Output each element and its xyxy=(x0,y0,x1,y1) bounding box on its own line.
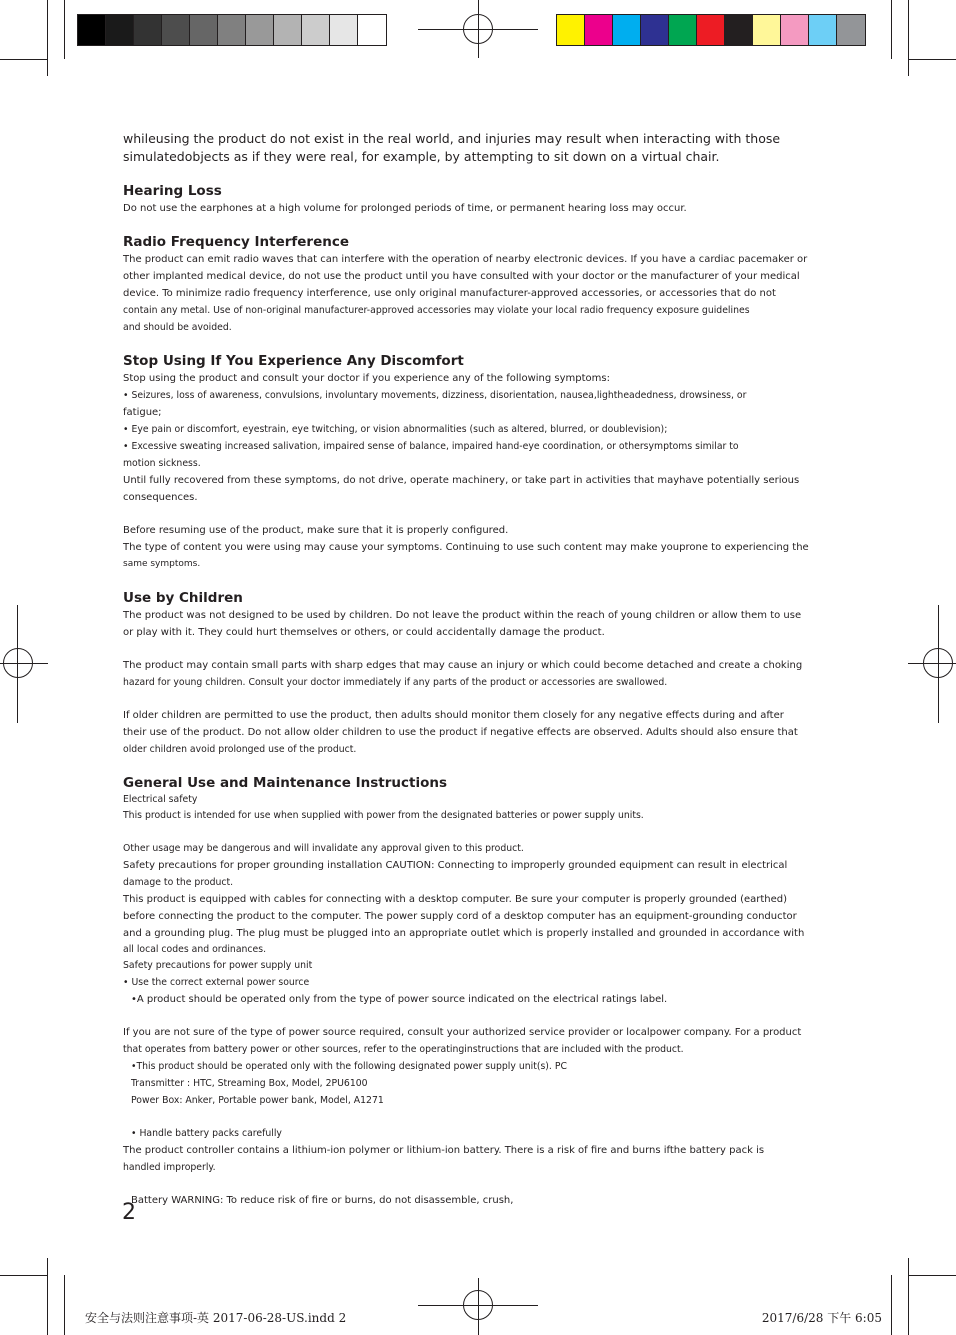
grayscale-color-bar xyxy=(77,14,387,46)
general-line: Battery WARNING: To reduce risk of fire or burns, do not disassemble, crush, xyxy=(131,1195,514,1206)
general-line: • Use the correct external power source xyxy=(123,977,310,988)
intro-line: simulatedobjects as if they were real, for example, by attempting to sit down on a virtual chair. xyxy=(123,149,720,164)
children-line: or play with it. They could hurt themselves or others, or could accidentally damage the product. xyxy=(123,627,605,638)
color-swatch xyxy=(781,15,809,45)
general-line: before connecting the product to the computer. The power supply cord of a desktop computer has an equipment-grounding conductor xyxy=(123,911,797,922)
children-line: their use of the product. Do not allow older children to use the product if negative effects are observed. Adults should also ensure that xyxy=(123,727,798,738)
crop-mark xyxy=(891,0,892,59)
crop-mark xyxy=(908,1258,909,1335)
general-line: Other usage may be dangerous and will invalidate any approval given to this product. xyxy=(123,843,524,854)
general-line: all local codes and ordinances. xyxy=(123,944,267,955)
general-line: This product is equipped with cables for connecting with a desktop computer. Be sure your computer is properly grounded (earthed) xyxy=(123,894,788,905)
section-heading-hearing-loss: Hearing Loss xyxy=(123,183,222,199)
general-line: Transmitter : HTC, Streaming Box, Model, 2PU6100 xyxy=(131,1078,368,1089)
intro-paragraph xyxy=(123,130,843,166)
color-swatch xyxy=(697,15,725,45)
crop-mark xyxy=(47,1258,48,1335)
process-color-bar xyxy=(556,14,866,46)
color-swatch xyxy=(837,15,865,45)
crop-mark xyxy=(0,1275,48,1276)
color-swatch xyxy=(669,15,697,45)
discomfort-line: • Eye pain or discomfort, eyestrain, eye twitching, or vision abnormalities (such as altered, blurred, or doublevision); xyxy=(123,424,668,435)
general-line: •A product should be operated only from the type of power source indicated on the electrical ratings label. xyxy=(131,994,668,1005)
discomfort-line: fatigue; xyxy=(123,407,162,418)
gray-swatch xyxy=(134,15,162,45)
document-body xyxy=(123,130,843,1209)
general-line: handled improperly. xyxy=(123,1162,216,1173)
general-line: Safety precautions for proper grounding installation CAUTION: Connecting to improperly grounded equipment can result in electrical xyxy=(123,860,788,871)
children-line: The product was not designed to be used by children. Do not leave the product within the reach of young children or allow them to use xyxy=(123,610,802,621)
color-swatch xyxy=(753,15,781,45)
footer-date-slug: 2017/6/28 下午 6:05 xyxy=(761,1311,882,1325)
general-line: and a grounding plug. The plug must be plugged into an appropriate outlet which is properly installed and grounded in accordance with xyxy=(123,928,805,939)
color-swatch xyxy=(641,15,669,45)
color-swatch xyxy=(613,15,641,45)
discomfort-line: consequences. xyxy=(123,492,198,503)
gray-swatch xyxy=(330,15,358,45)
crop-mark xyxy=(47,0,48,76)
gray-swatch xyxy=(274,15,302,45)
gray-swatch xyxy=(162,15,190,45)
gray-swatch xyxy=(190,15,218,45)
children-line: hazard for young children. Consult your doctor immediately if any parts of the product or accessories are swallowed. xyxy=(123,677,668,688)
crop-mark xyxy=(908,0,909,76)
discomfort-line: • Seizures, loss of awareness, convulsions, involuntary movements, dizziness, disorientation, nausea,lightheadedness, drowsiness, or xyxy=(123,390,747,401)
discomfort-line: Before resuming use of the product, make sure that it is properly configured. xyxy=(123,525,509,536)
children-line: older children avoid prolonged use of the product. xyxy=(123,744,357,755)
general-line: • Handle battery packs carefully xyxy=(131,1128,282,1139)
section-heading-discomfort: Stop Using If You Experience Any Discomfort xyxy=(123,353,464,369)
section-heading-general-use: General Use and Maintenance Instructions xyxy=(123,775,448,791)
gray-swatch xyxy=(358,15,386,45)
discomfort-line: same symptoms. xyxy=(123,559,201,569)
rf-line: other implanted medical device, do not use the product until you have consulted with your doctor or the manufacturer of your medical xyxy=(123,271,800,282)
color-swatch xyxy=(557,15,585,45)
discomfort-line: The type of content you were using may cause your symptoms. Continuing to use such content may make youprone to experiencing the xyxy=(123,542,809,553)
gray-swatch xyxy=(302,15,330,45)
gray-swatch xyxy=(246,15,274,45)
children-line: The product may contain small parts with sharp edges that may cause an injury or which could become detached and create a choking xyxy=(123,660,803,671)
discomfort-line: Stop using the product and consult your doctor if you experience any of the following symptoms: xyxy=(123,373,610,384)
rf-line: The product can emit radio waves that can interfere with the operation of nearby electronic devices. If you have a cardiac pacemaker or xyxy=(123,254,808,265)
general-line: Safety precautions for power supply unit xyxy=(123,960,313,971)
discomfort-line: motion sickness. xyxy=(123,458,201,469)
section-heading-radio-frequency: Radio Frequency Interference xyxy=(123,234,349,250)
discomfort-line: • Excessive sweating increased salivation, impaired sense of balance, impaired hand-eye coordination, or othersymptoms similar to xyxy=(123,441,739,452)
children-line: If older children are permitted to use the product, then adults should monitor them closely for any negative effects during and after xyxy=(123,710,784,721)
crop-mark xyxy=(908,1275,956,1276)
color-swatch xyxy=(809,15,837,45)
gray-swatch xyxy=(106,15,134,45)
discomfort-line: Until fully recovered from these symptoms, do not drive, operate machinery, or take part in activities that mayhave potentially serious xyxy=(123,475,800,486)
gray-swatch xyxy=(78,15,106,45)
general-line: The product controller contains a lithium-ion polymer or lithium-ion battery. There is a risk of fire and burns ifthe battery pack is xyxy=(123,1145,765,1156)
gray-swatch xyxy=(218,15,246,45)
crop-mark xyxy=(64,0,65,59)
general-line: damage to the product. xyxy=(123,877,234,888)
rf-line: and should be avoided. xyxy=(123,322,232,333)
footer-file-slug: 安全与法则注意事项-英 2017-06-28-US.indd 2 xyxy=(85,1311,347,1325)
color-swatch xyxy=(725,15,753,45)
general-line: Electrical safety xyxy=(123,794,198,805)
general-line: This product is intended for use when supplied with power from the designated batteries or power supply units. xyxy=(123,810,644,821)
general-line: If you are not sure of the type of power source required, consult your authorized service provider or localpower company. For a product xyxy=(123,1027,802,1038)
rf-line: device. To minimize radio frequency interference, use only original manufacturer-approved accessories, or accessories that do not xyxy=(123,288,776,299)
color-swatch xyxy=(585,15,613,45)
section-heading-children: Use by Children xyxy=(123,590,243,606)
page-number: 2 xyxy=(122,1200,136,1225)
crop-mark xyxy=(891,1275,892,1335)
crop-mark xyxy=(908,59,956,60)
general-line: •This product should be operated only with the following designated power supply unit(s). PC xyxy=(131,1061,567,1072)
crop-mark xyxy=(0,59,48,60)
rf-line: contain any metal. Use of non-original manufacturer-approved accessories may violate your local radio frequency exposure guidelines xyxy=(123,305,750,316)
general-line: Power Box: Anker, Portable power bank, Model, A1271 xyxy=(131,1095,384,1106)
crop-mark xyxy=(64,1275,65,1335)
hearing-line: Do not use the earphones at a high volume for prolonged periods of time, or permanent hearing loss may occur. xyxy=(123,203,687,214)
general-line: that operates from battery power or other sources, refer to the operatinginstructions that are included with the product. xyxy=(123,1044,684,1055)
intro-line: whileusing the product do not exist in the real world, and injuries may result when interacting with those xyxy=(123,131,781,146)
